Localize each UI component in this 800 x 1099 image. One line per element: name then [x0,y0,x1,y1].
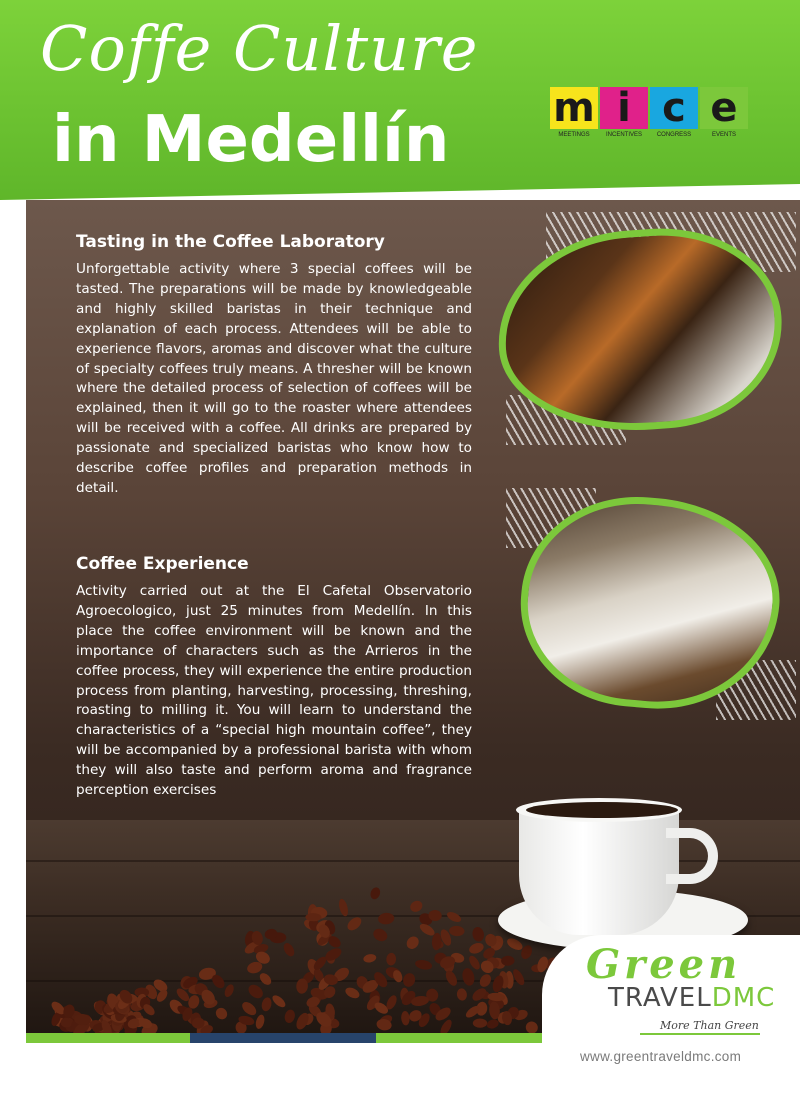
coffee-bean [369,886,382,901]
coffee-bean [468,941,486,956]
coffee-bean [371,926,389,943]
coffee-bean [344,985,362,1000]
mice-letter-i: i [600,87,648,129]
section-body-experience: Activity carried out at the El Cafetal Observatorio Agroecologico, just 25 minutes from Medellín. In this place the coffee environment will be known and the importance of characters such as the Arrieros in the coffee process, they will experience the entire production process from planting, harvesting, processing, threshing, roasting to milling it. You will learn to understand the characteristics of a “special high mountain coffee”, they will be accompanied by a professional barista with whom they will also taste and perform aroma and fragrance perception exercises [76,583,472,799]
coffee-bean [363,953,377,964]
coffee-bean [471,926,485,943]
brand-logo-green: Green [586,941,742,988]
footer-stripe-navy [190,1033,376,1043]
coffee-bean [449,925,465,936]
section-title-tasting: Tasting in the Coffee Laboratory [76,232,385,252]
coffee-bean [401,1011,410,1026]
page-title-line1: Coffe Culture [40,12,479,85]
coffee-bean [337,898,349,917]
coffee-bean [408,899,424,914]
footer-stripe-green [26,1033,190,1043]
mice-letter-c: c [650,87,698,129]
mice-label-congress: CONGRESS [656,132,692,138]
coffee-surface [526,802,678,818]
coffee-bean [283,1008,296,1024]
coffee-bean [240,999,259,1017]
header [0,0,800,205]
coffee-bean [401,972,416,989]
coffee-bean [270,993,287,1009]
brand-underline [640,1033,760,1035]
coffee-bean [213,1006,229,1022]
footer-stripe-green-2 [376,1033,542,1043]
section-title-experience: Coffee Experience [76,554,249,574]
coffee-bean [378,912,395,925]
brand-travel-text: TRAVEL [608,983,712,1013]
brand-dmc-text: DMC [711,983,776,1013]
mice-label-events: EVENTS [711,132,736,138]
coffee-bean [414,959,433,972]
coffee-bean [254,1014,266,1030]
coffee-bean [456,988,468,1002]
coffee-bean [258,971,274,987]
coffee-bean [223,983,236,998]
coffee-bean [443,969,459,988]
content-panel [26,200,800,1042]
section-body-tasting: Unforgettable activity where 3 special coffees will be tasted. The preparations will be made by knowledgeable and highly skilled baristas in their technique and explanation of each process. Attendees will be able to experience flavors, aromas and discover what the culture of specialty coffees truly means. A thresher will be known where the detailed process of selection of coffees will be explained, then it will go to the roaster where attendees will be received with a coffee. All drinks are prepared by passionate and specialized baristas who know how to describe coffee profiles and preparation methods in detail. [76,261,472,496]
coffee-bean [486,1018,500,1030]
coffee-bean [505,936,524,952]
coffee-bean [386,953,397,966]
coffee-bean [473,1019,487,1028]
coffee-bean [445,910,462,924]
website-link[interactable]: www.greentraveldmc.com [580,1049,742,1064]
mice-letter-e: e [700,87,748,129]
coffee-bean [246,982,266,1001]
coffee-bean [404,934,421,951]
mice-label-meetings: MEETINGS [558,132,590,138]
coffee-bean [260,996,273,1012]
page-title-line2: in Medellín [52,103,450,177]
coffee-bean [345,915,364,933]
mice-letter-m: m [550,87,598,129]
coffee-cup [519,805,679,935]
coffee-bean [282,941,297,958]
brand-tagline: More Than Green [660,1019,759,1032]
brand-logo-travel [608,985,775,1011]
coffee-bean [461,967,476,987]
mice-logo [550,87,750,147]
coffee-bean [478,972,494,989]
mice-label-incentives: INCENTIVES [605,132,642,138]
